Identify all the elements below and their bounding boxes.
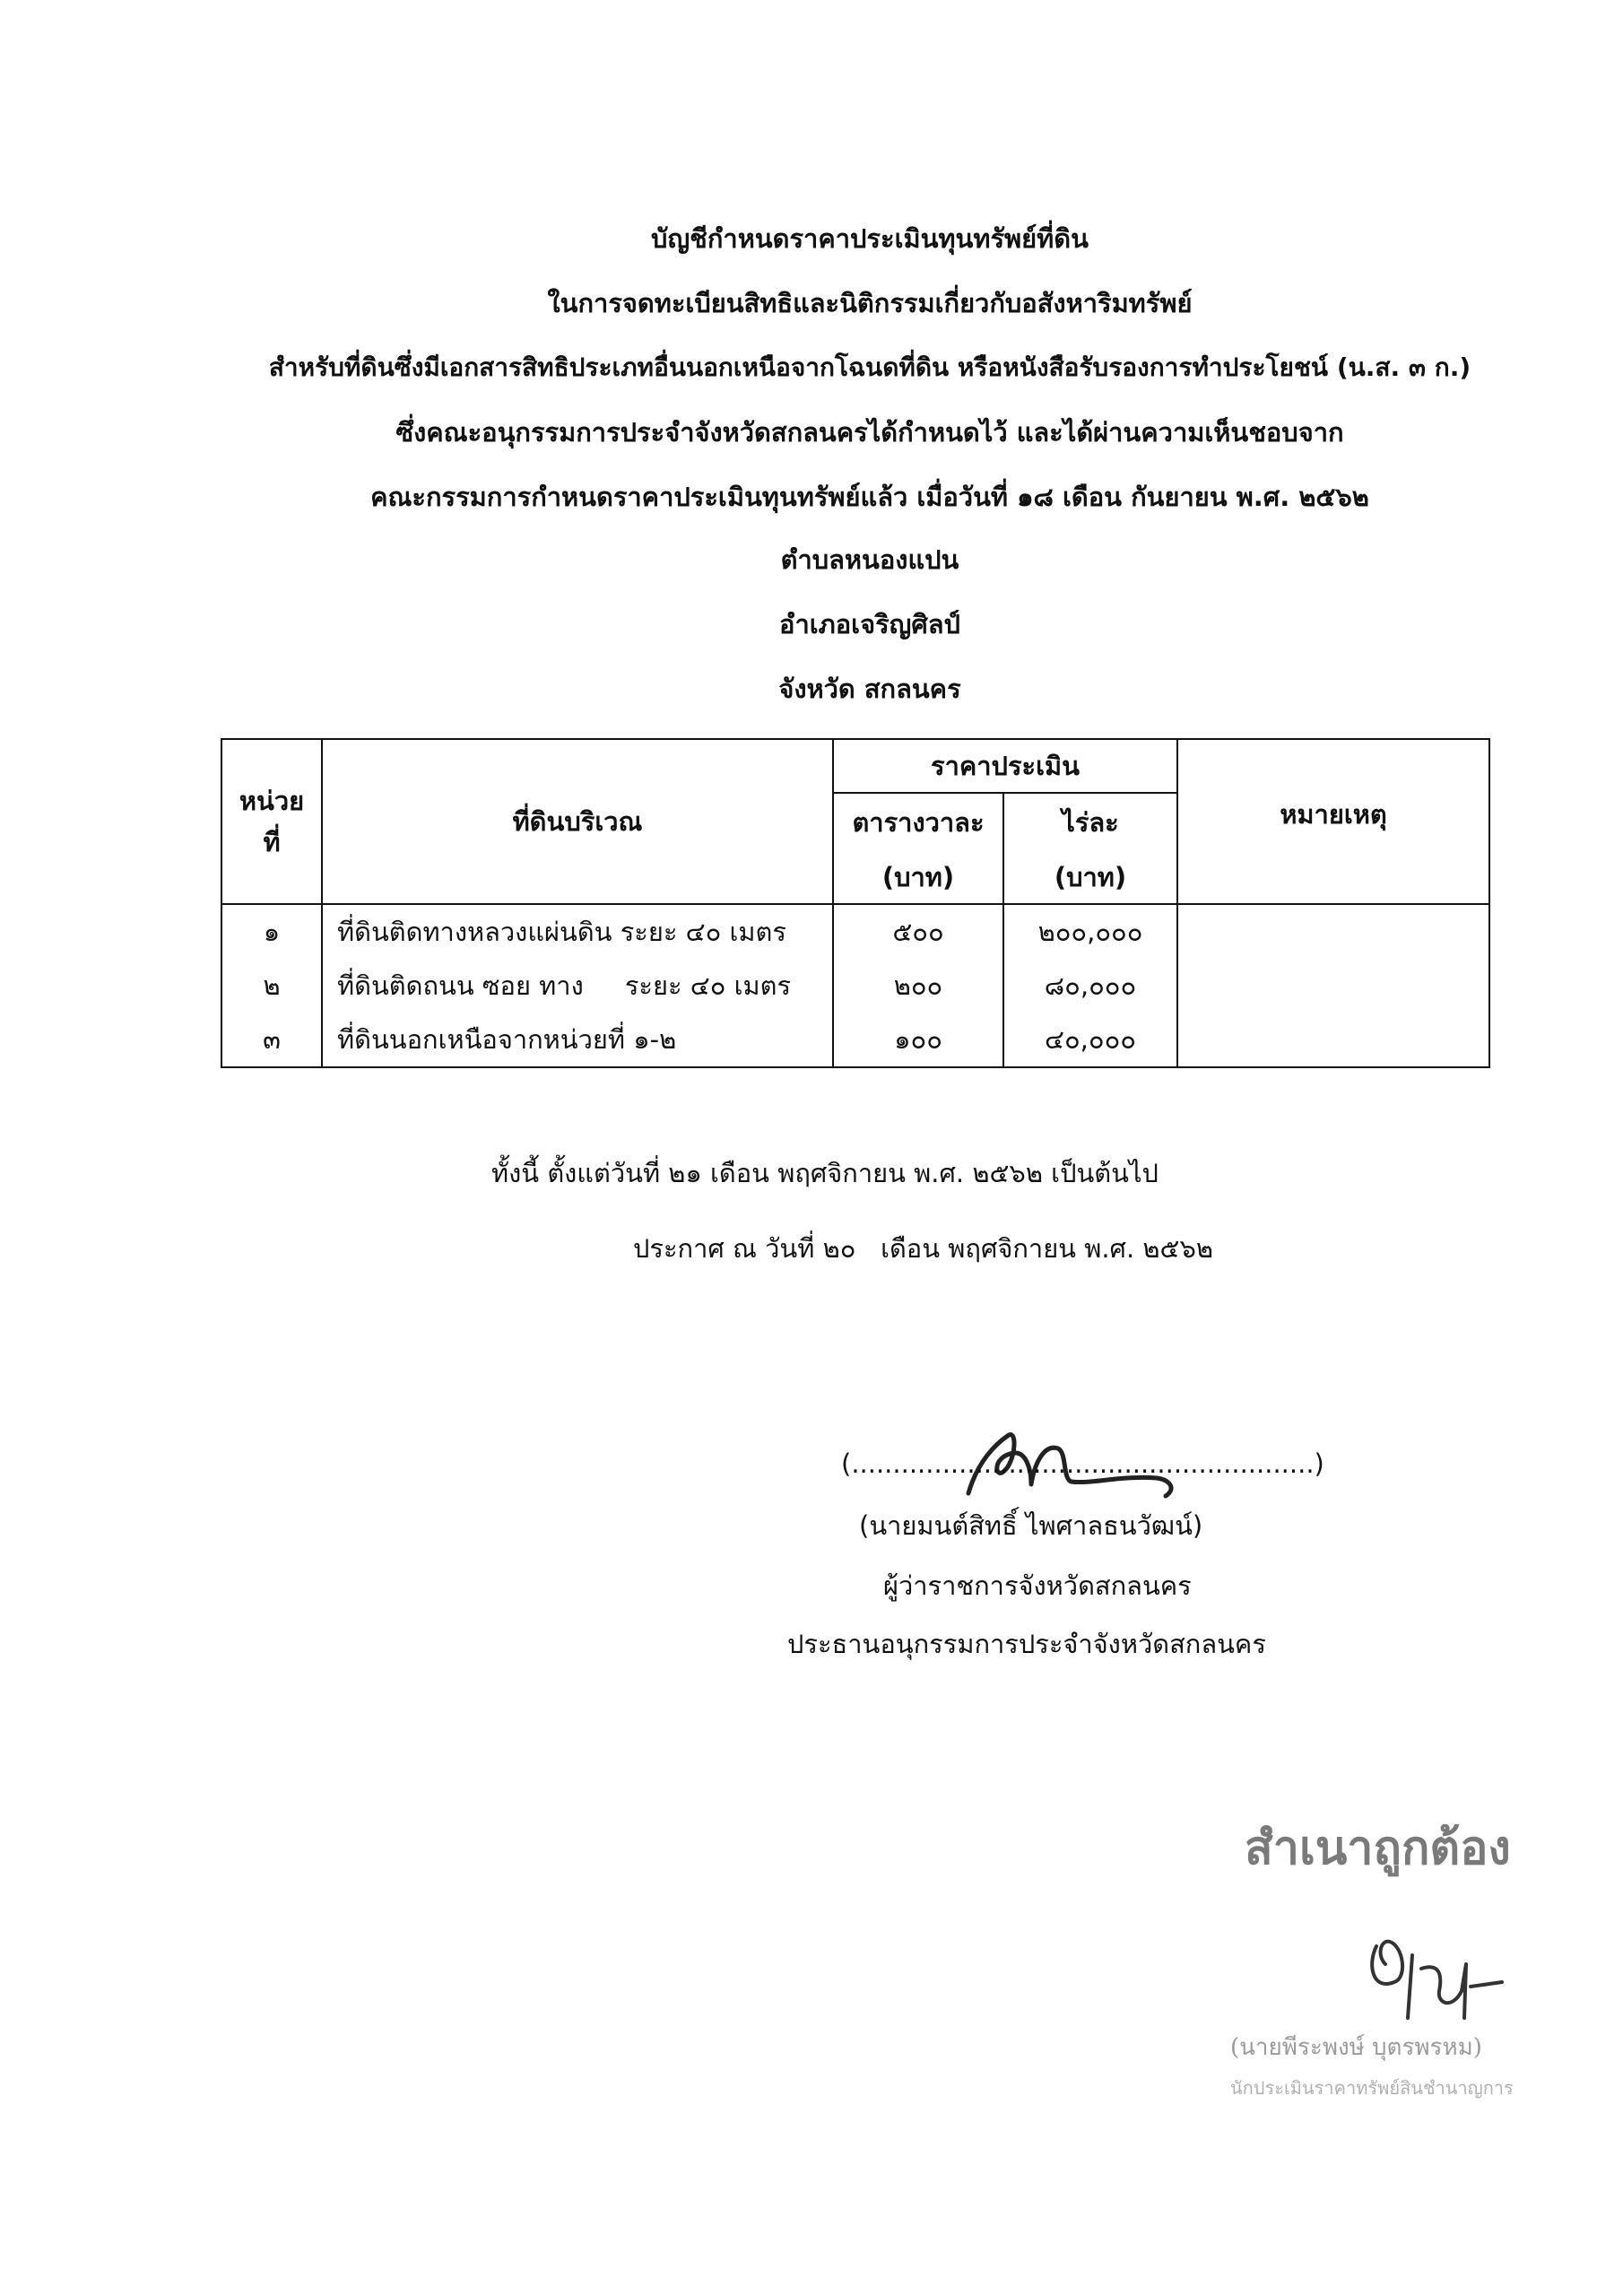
- table-row-rai: ๒๐๐,๐๐๐: [1037, 917, 1143, 947]
- table-row-unit: ๓: [263, 1024, 281, 1055]
- signer-title-2: ประธานอนุกรรมการประจำจังหวัดสกลนคร: [787, 1629, 1266, 1659]
- header-area: ที่ดินบริเวณ: [322, 739, 833, 904]
- heading-line-5: คณะกรรมการกำหนดราคาประเมินทุนทรัพย์แล้ว เมื่อวันที่ ๑๘ เดือน กันยายน พ.ศ. ๒๕๖๒: [370, 482, 1369, 512]
- column-area: [322, 904, 833, 1067]
- signer-title-1: ผู้ว่าราชการจังหวัดสกลนคร: [883, 1570, 1192, 1601]
- header-price-group: ราคาประเมิน: [833, 739, 1177, 793]
- table-row-area: ที่ดินติดถนน ซอย ทาง ระยะ ๔๐ เมตร: [337, 970, 792, 1001]
- announced-date: ประกาศ ณ วันที่ ๒๐ เดือน พฤศจิกายน พ.ศ. ๒๕๖๒: [633, 1233, 1213, 1264]
- heading-line-4: ซึ่งคณะอนุกรรมการประจำจังหวัดสกลนครได้กำหนดไว้ และได้ผ่านความเห็นชอบจาก: [395, 417, 1344, 448]
- heading-line-3: สำหรับที่ดินซึ่งมีเอกสารสิทธิประเภทอื่นนอกเหนือจากโฉนดที่ดิน หรือหนังสือรับรองการทำประโยชน์ (น.ส. ๓ ก.): [268, 352, 1471, 382]
- column-remark: [1177, 904, 1489, 1067]
- effective-date: ทั้งนี้ ตั้งแต่วันที่ ๒๑ เดือน พฤศจิกายน พ.ศ. ๒๕๖๒ เป็นต้นไป: [491, 1158, 1159, 1188]
- table-row-remark: [1178, 1013, 1488, 1066]
- table-row-sqwa: ๑๐๐: [894, 1024, 942, 1055]
- signature-dots: (........................................................): [841, 1448, 1324, 1479]
- table-row-unit: ๒: [263, 970, 281, 1001]
- header-baht-rai: (บาท): [1003, 850, 1177, 904]
- header-per-sqwa: ตารางวาละ: [833, 793, 1003, 850]
- table-row-area: ที่ดินนอกเหนือจากหน่วยที่ ๑-๒: [337, 1024, 677, 1055]
- heading-line-1: บัญชีกำหนดราคาประเมินทุนทรัพย์ที่ดิน: [651, 223, 1089, 254]
- table-row-unit: ๑: [263, 917, 281, 947]
- table-row-rai: ๔๐,๐๐๐: [1045, 1024, 1136, 1055]
- column-rai: [1003, 904, 1177, 1067]
- heading-province: จังหวัด สกลนคร: [778, 674, 961, 704]
- table-row-remark: [1178, 905, 1488, 959]
- signer-name: (นายมนต์สิทธิ์ ไพศาลธนวัฒน์): [859, 1510, 1203, 1541]
- table-row-area: ที่ดินติดทางหลวงแผ่นดิน ระยะ ๔๐ เมตร: [337, 917, 786, 947]
- table-row-sqwa: ๒๐๐: [893, 970, 943, 1001]
- header-remark: หมายเหตุ: [1177, 739, 1489, 904]
- price-table: [221, 738, 1490, 1068]
- certified-copy-stamp: สำเนาถูกต้อง: [1245, 1821, 1511, 1875]
- table-row-sqwa: ๕๐๐: [892, 917, 944, 947]
- column-sqwa: [833, 904, 1003, 1067]
- column-unit: [221, 904, 322, 1067]
- certifier-signature: [1358, 1928, 1511, 2036]
- heading-district: อำเภอเจริญศิลป์: [779, 609, 960, 639]
- header-baht-sqwa: (บาท): [833, 850, 1003, 904]
- header-per-rai: ไร่ละ: [1003, 793, 1177, 850]
- table-row-remark: [1178, 959, 1488, 1013]
- header-unit-line1: หน่วย: [239, 786, 305, 816]
- table-row-rai: ๘๐,๐๐๐: [1044, 970, 1137, 1001]
- certifier-title: นักประเมินราคาทรัพย์สินชำนาญการ: [1230, 2077, 1514, 2099]
- header-unit: [221, 739, 322, 904]
- heading-line-2: ในการจดทะเบียนสิทธิและนิติกรรมเกี่ยวกับอสังหาริมทรัพย์: [547, 288, 1193, 318]
- certifier-name: (นายพีระพงษ์ บุตรพรหม): [1230, 2034, 1482, 2061]
- header-unit-line2: ที่: [263, 827, 281, 857]
- heading-subdistrict: ตำบลหนองแปน: [780, 544, 959, 575]
